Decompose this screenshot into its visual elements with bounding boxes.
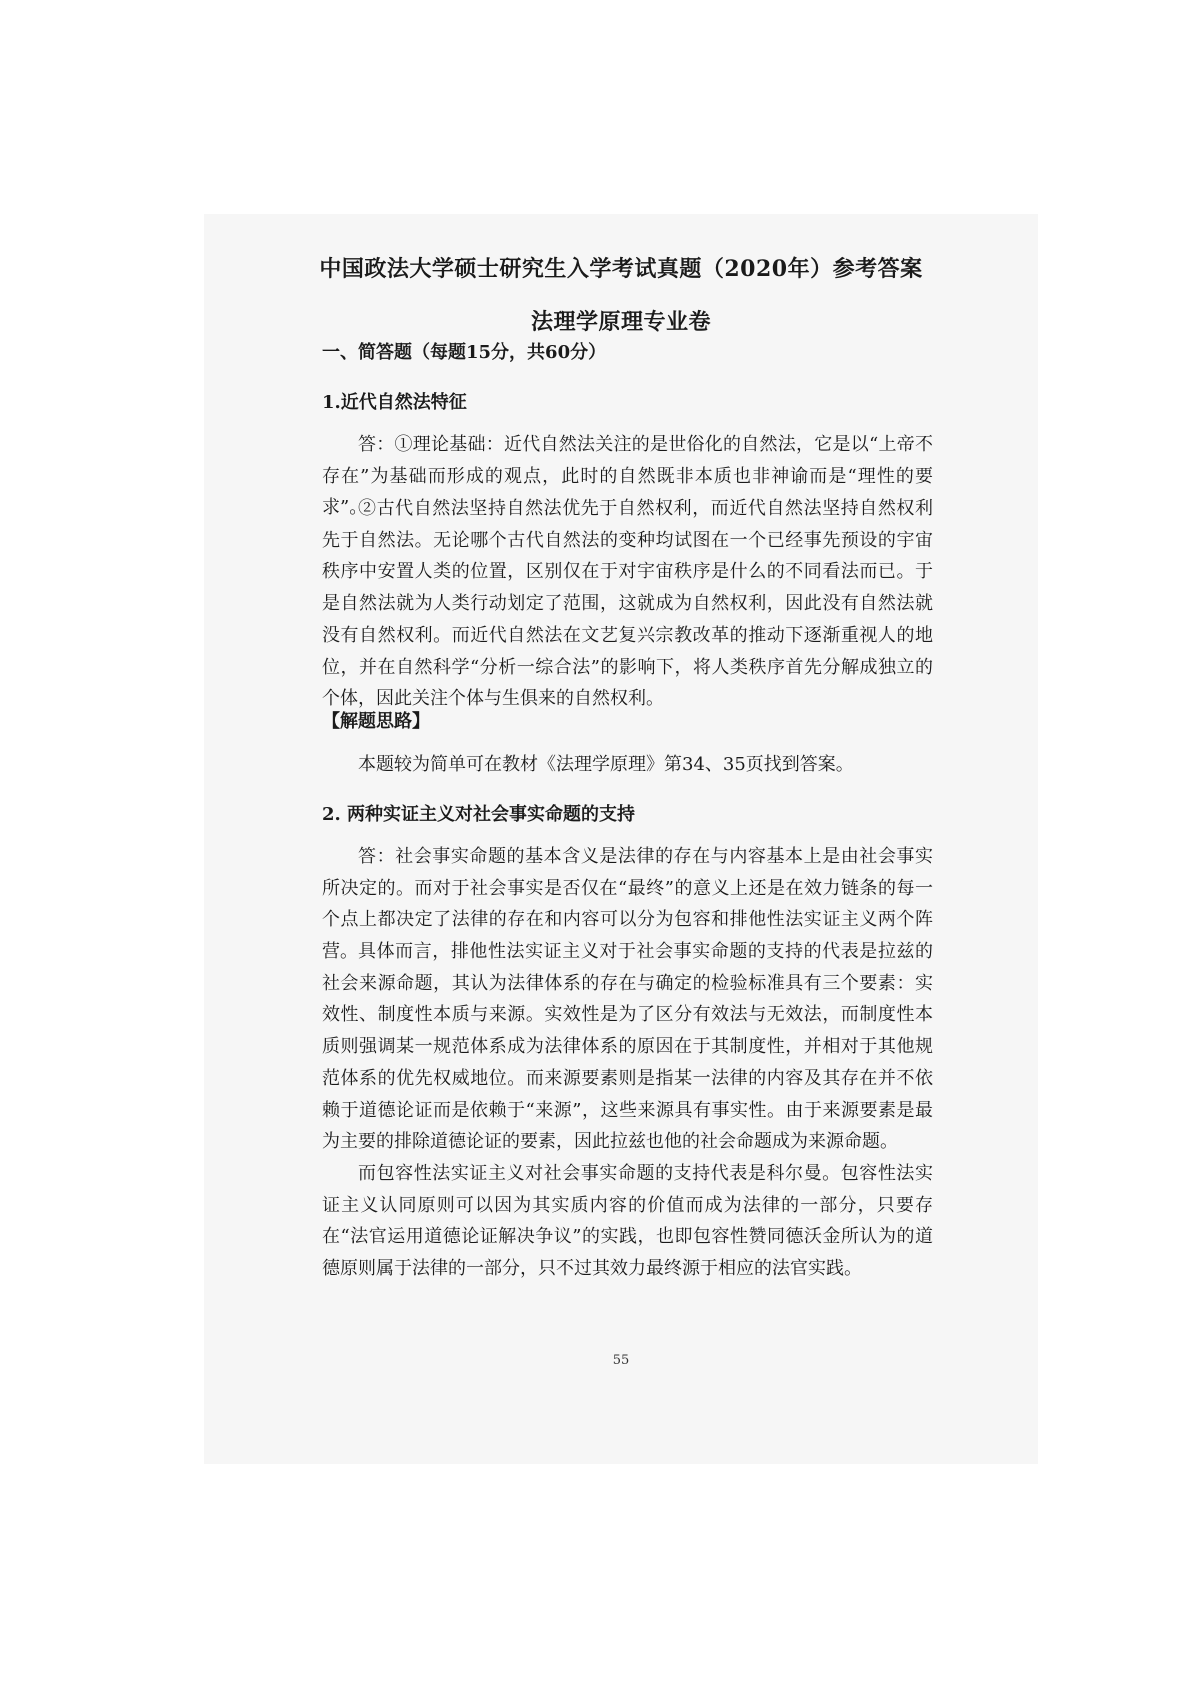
question-1-heading: 1.近代自然法特征 [322,392,467,413]
document-subtitle: 法理学原理专业卷 [530,309,711,335]
page-number: 55 [612,1353,630,1368]
question-2-answer-paragraph-2: 具体而言，排他性法实证主义对于社会事实命题的支持的代表是拉兹的社会来源命题，其认为法律体系的存在与确定的检验标准具有三个要素：实效性、制度性本质与来源。实效性是为了区分有效法与无效法，而制度性本质则强调某一规范体系成为法律体系的原因在于其制度性，并相对于其他规范体系的优先权威地位。而来源要素则是指某一法律的内容及其存在并不依赖于道德论证而是依赖于“来源”，这些来源具有事实性。由于来源要素是最为主要的排除道德论证的要素，因此拉兹也他的社会命题成为来源命题。 [322,941,933,1153]
question-1-answer-paragraph-1: 答：①理论基础：近代自然法关注的是世俗化的自然法，它是以“上帝不存在”为基础而形成的观点，此时的自然既非本质也非神谕而是“理性的要求”。 [322,434,933,519]
question-1-answer-paragraph-2: ②古代自然法坚持自然法优先于自然权利，而近代自然法坚持自然权利先于自然法。无论哪个古代自然法的变种均试图在一个已经事先预设的宇宙秩序中安置人类的位置，区别仅在于对宇宙秩序是什么的不同看法而已。于是自然法就为人类行动划定了范围，这就成为自然权利，因此没有自然法就没有自然权利。而近代自然法在文艺复兴宗教改革的推动下逐渐重视人的地位，并在自然科学“分析一综合法”的影响下，将人类秩序首先分解成独立的个体，因此关注个体与生俱来的自然权利。 [322,498,933,710]
question-1-tip-text: 本题较为简单可在教材《法理学原理》第34、35页找到答案。 [358,754,854,775]
question-2-answer-paragraph-1: 答：社会事实命题的基本含义是法律的存在与内容基本上是由社会事实所决定的。而对于社会事实是否仅在“最终”的意义上还是在效力链条的每一个点上都决定了法律的存在和内容可以分为包容和排他性法实证主义两个阵营。 [322,846,933,963]
section-heading: 一、简答题（每题15分，共60分） [322,342,607,363]
question-2-answer-paragraph-3: 而包容性法实证主义对社会事实命题的支持代表是科尔曼。包容性法实证主义认同原则可以因为其实质内容的价值而成为法律的一部分，只要存在“法官运用道德论证解决争议”的实践，也即包容性赞同德沃金所认为的道德原则属于法律的一部分，只不过其效力最终源于相应的法官实践。 [322,1163,933,1280]
question-2-heading: 2. 两种实证主义对社会事实命题的支持 [322,804,636,825]
question-1-tip-heading: 【解题思路】 [322,711,430,732]
document-title: 中国政法大学硕士研究生入学考试真题（2020年）参考答案 [319,256,923,282]
